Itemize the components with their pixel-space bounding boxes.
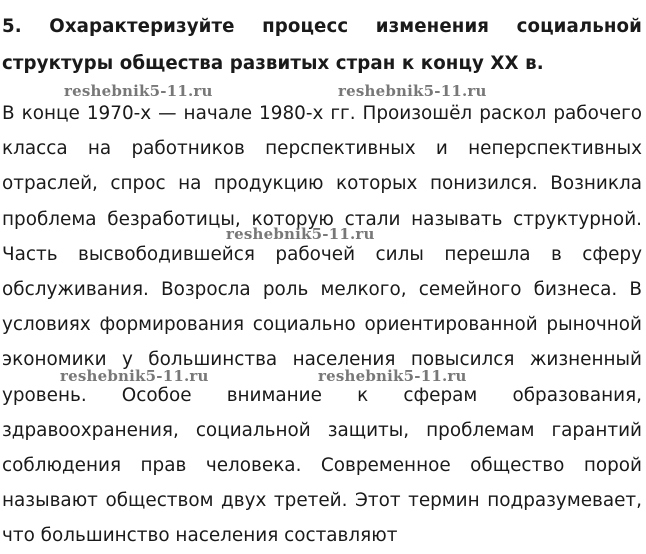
- answer-paragraph: В конце 1970-х — начале 1980-х гг. Произошёл раскол рабочего класса на работников перспективных и неперспективных отраслей, спрос на продукцию которых понизился. Возникла проблема безработицы, которую стали называть структурной. Часть высвободившейся рабочей силы перешла в сферу обслуживания. Возросла роль мелкого, семейного бизнеса. В условиях формирования социально ориентированной рыночной экономики у большинства населения повысился жизненный уровень. Особое внимание к сферам образования, здравоохранения, социальной защиты, проблемам гарантий соблюдения прав человека. Современное общество порой называют обществом двух третей. Этот термин подразумевает, что большинство населения составляют: [2, 103, 642, 547]
- watermark: reshebnik5-11.ru: [318, 367, 467, 385]
- question-heading: 5. Охарактеризуйте процесс изменения социальной структуры общества развитых стран к концу XX в.: [2, 16, 642, 74]
- watermark: reshebnik5-11.ru: [338, 82, 487, 100]
- watermark: reshebnik5-11.ru: [226, 225, 375, 243]
- watermark: reshebnik5-11.ru: [64, 82, 213, 100]
- watermark: reshebnik5-11.ru: [60, 367, 209, 385]
